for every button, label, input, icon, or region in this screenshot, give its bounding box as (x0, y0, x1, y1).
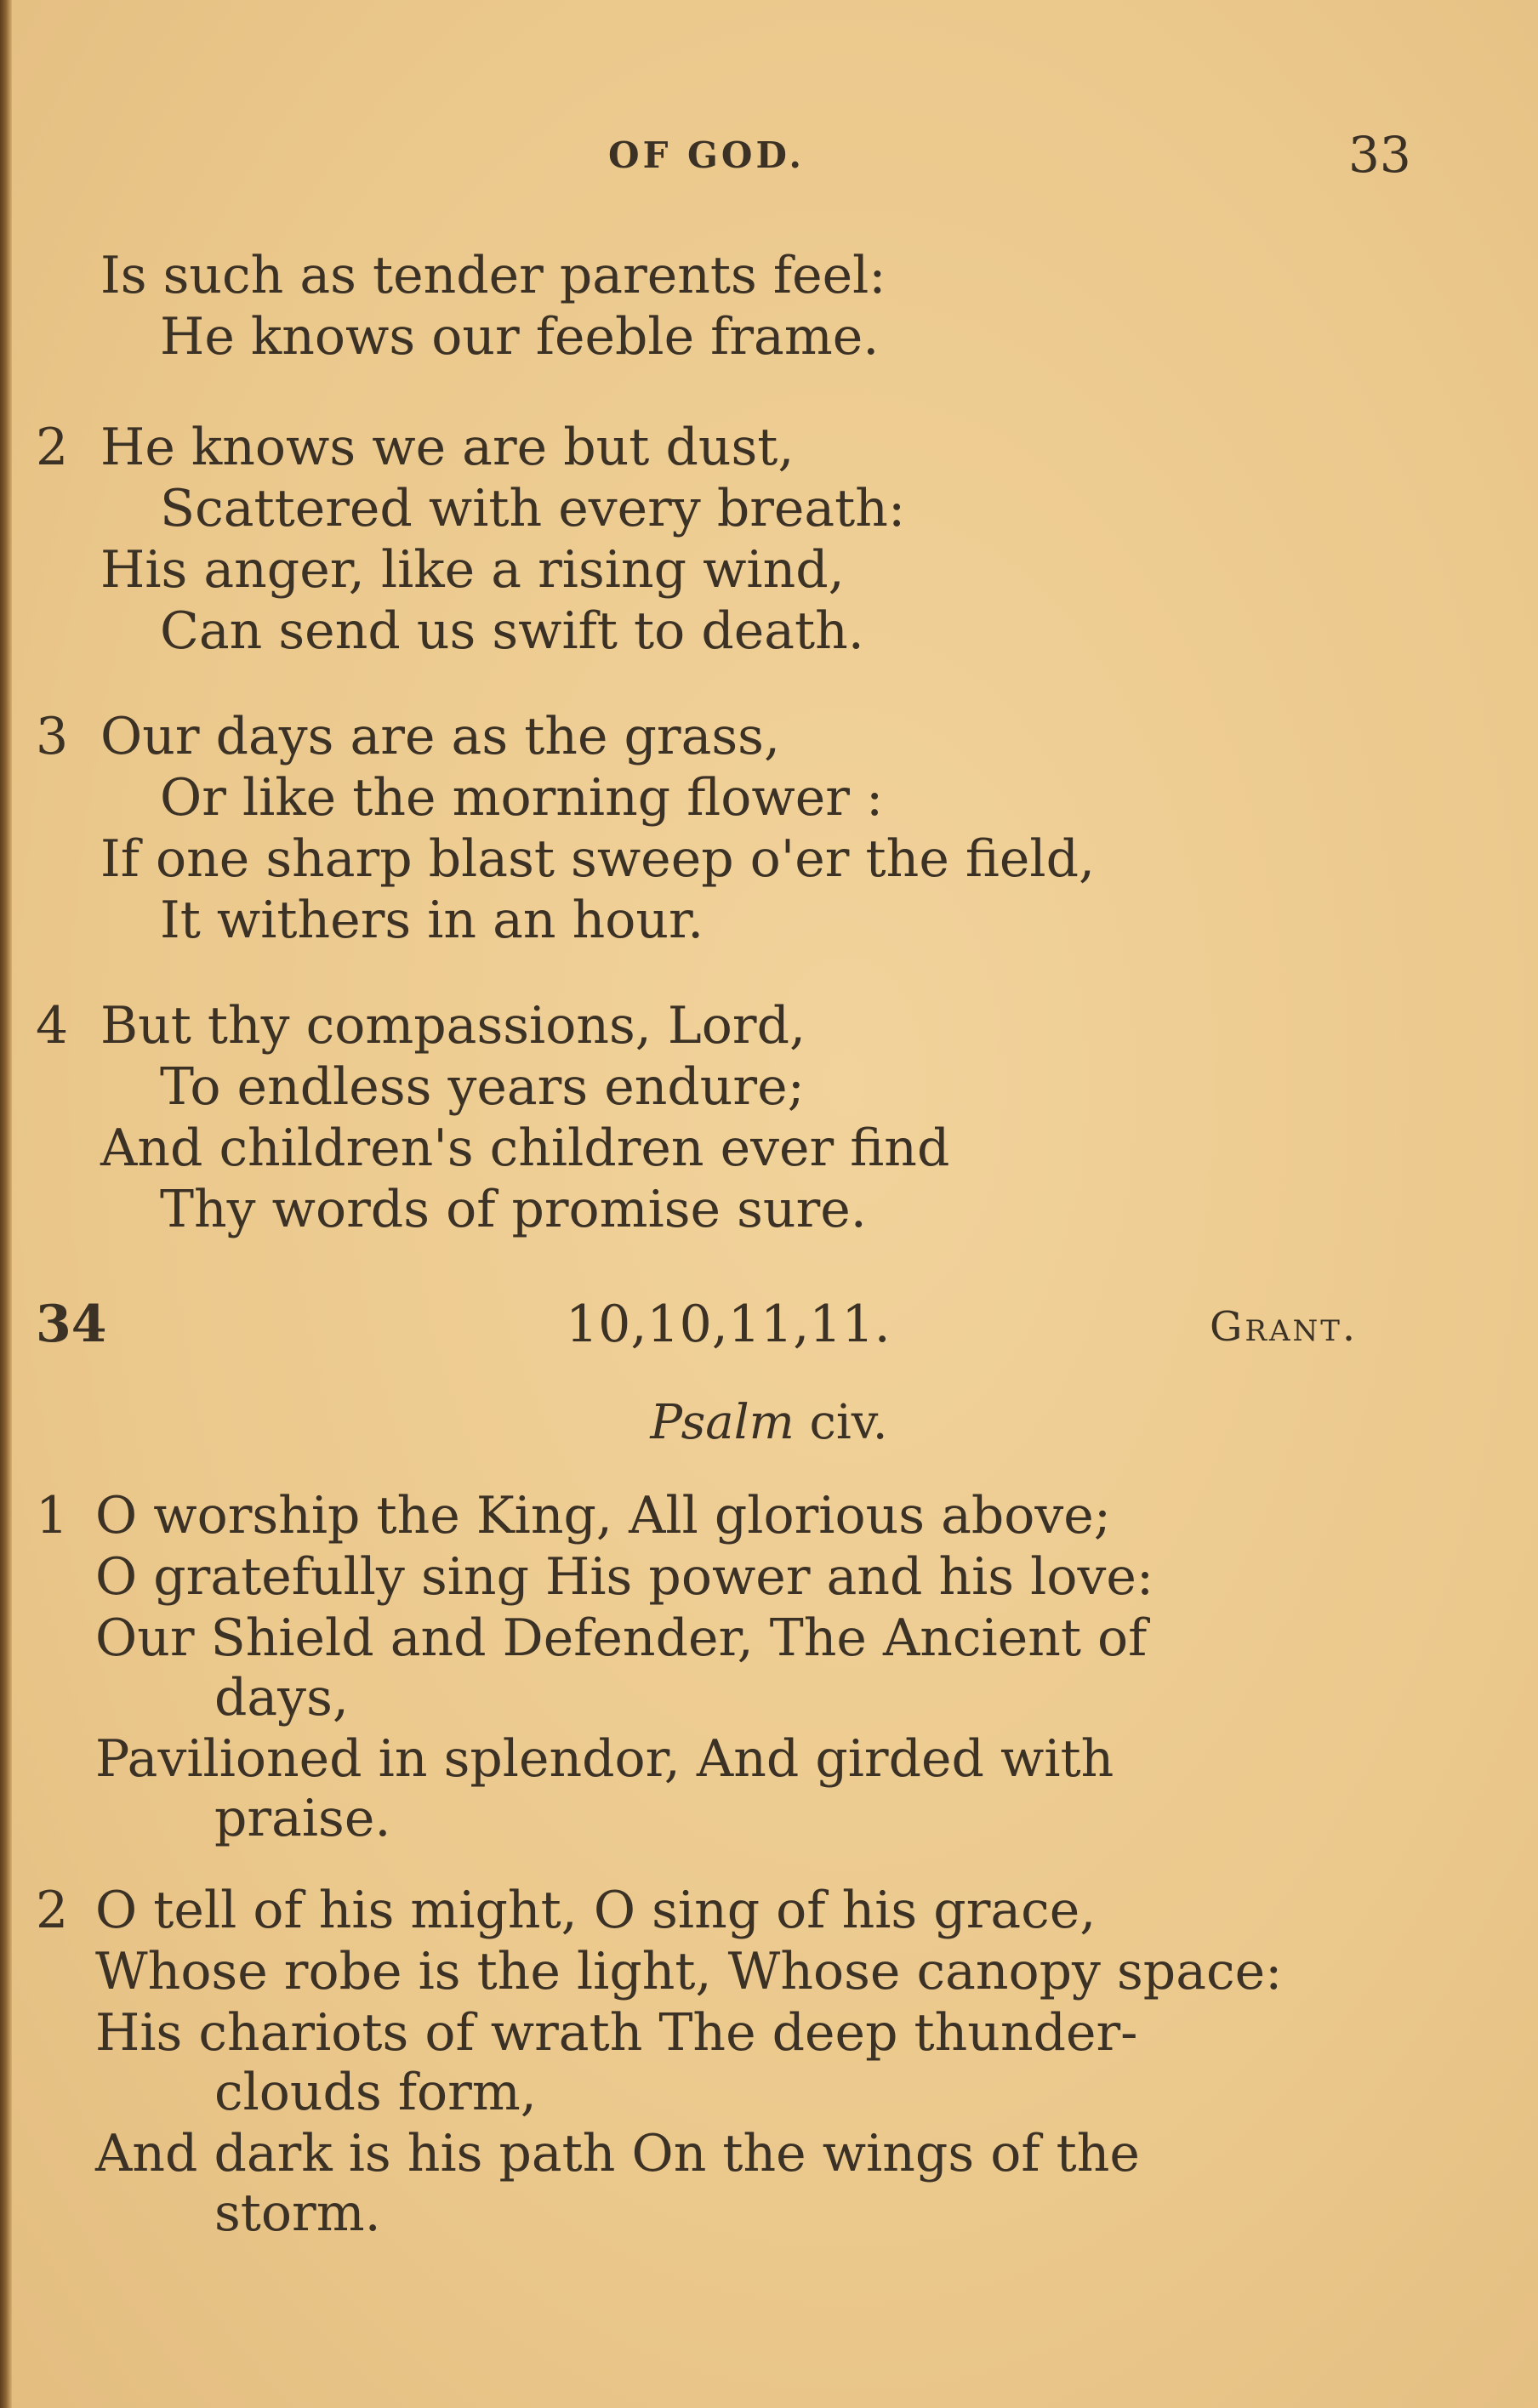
verse-line: His anger, like a rising wind, (100, 540, 845, 600)
verse-line: Our days are as the grass, (100, 707, 781, 766)
stanza-number: 1 (36, 1486, 69, 1546)
verse-line: praise. (214, 1789, 391, 1848)
verse-line: storm. (214, 2183, 381, 2243)
verse-line: Pavilioned in splendor, And girded with (95, 1729, 1114, 1789)
verse-line: O worship the King, All glorious above; (95, 1486, 1111, 1546)
verse-line: Thy words of promise sure. (160, 1180, 867, 1239)
psalm-number: civ. (809, 1395, 888, 1450)
verse-line: Scattered with every breath: (160, 479, 906, 538)
stanza-number: 3 (36, 707, 69, 766)
book-spine-edge (0, 0, 12, 2408)
verse-line: And children's children ever find (100, 1119, 950, 1178)
verse-line: Our Shield and Defender, The Ancient of (95, 1608, 1148, 1668)
verse-line: Whose robe is the light, Whose canopy space: (95, 1942, 1283, 2001)
hymn-meter: 10,10,11,11. (566, 1295, 891, 1354)
verse-line: Can send us swift to death. (160, 601, 864, 661)
stanza-number: 4 (36, 996, 69, 1056)
psalm-label: Psalm (650, 1395, 795, 1450)
hymn-number: 34 (36, 1295, 107, 1354)
verse-line: clouds form, (214, 2063, 537, 2122)
verse-line: And dark is his path On the wings of the (95, 2124, 1140, 2183)
verse-line: It withers in an hour. (160, 891, 704, 950)
verse-line: He knows we are but dust, (100, 418, 795, 477)
verse-line: To endless years endure; (160, 1057, 805, 1117)
stanza-number: 2 (36, 1881, 69, 1940)
psalm-reference (0, 1395, 1538, 1450)
verse-line: days, (214, 1668, 349, 1728)
verse-line: O gratefully sing His power and his love: (95, 1547, 1154, 1607)
stanza-number: 2 (36, 418, 69, 477)
verse-line: But thy compassions, Lord, (100, 996, 806, 1056)
running-title: OF GOD. (608, 134, 806, 176)
verse-line: Is such as tender parents feel: (100, 246, 886, 305)
tune-name: Grant. (1210, 1303, 1359, 1351)
verse-line: Or like the morning flower : (160, 768, 884, 828)
verse-line: O tell of his might, O sing of his grace, (95, 1881, 1097, 1940)
verse-line: If one sharp blast sweep o'er the field, (100, 829, 1096, 889)
verse-line: He knows our feeble frame. (160, 307, 880, 367)
page-header (0, 126, 1538, 185)
page-number: 33 (1348, 126, 1411, 184)
verse-line: His chariots of wrath The deep thunder- (95, 2003, 1138, 2063)
